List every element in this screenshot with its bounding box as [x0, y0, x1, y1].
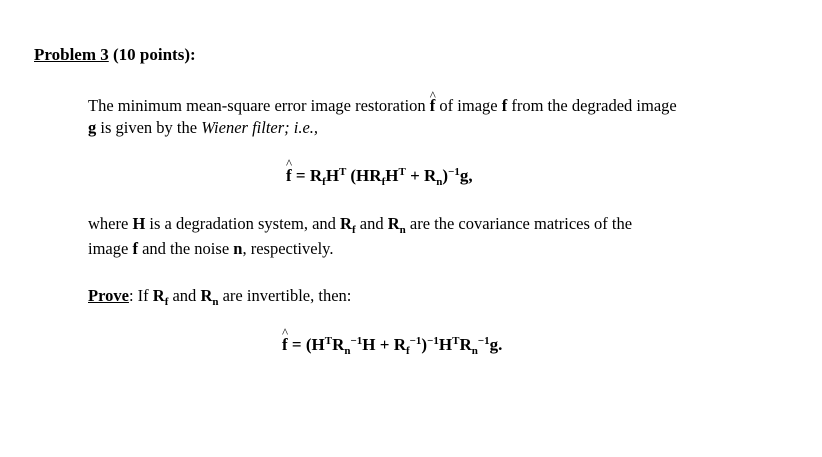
prove-rest: are invertible, then:: [222, 286, 352, 305]
eq1-plus-r: + R: [405, 166, 437, 185]
eq2-h2-sup: T: [452, 335, 460, 347]
eq1-r: R: [309, 166, 323, 185]
eq2-r3-sub: n: [471, 345, 478, 357]
intro-text-3: from the degraded image: [511, 96, 677, 115]
g-symbol: g: [88, 118, 97, 137]
eq1-r2-sub: f: [381, 176, 386, 188]
eq1-r-sub: f: [322, 176, 326, 188]
n-symbol: n: [233, 239, 243, 258]
where-text-7: , respectively.: [242, 239, 334, 258]
eq2-inverse: −1: [427, 335, 439, 347]
eq2-h-plus-r: H + R: [362, 335, 406, 354]
eq2-r2-sub: f: [405, 345, 410, 357]
eq1-h2-sup: T: [398, 166, 406, 178]
eq2-g: g.: [489, 335, 503, 354]
rf-sub: f: [351, 224, 356, 236]
eq1-rn-sub: n: [436, 176, 443, 188]
wiener-filter-term: Wiener filter: [201, 118, 285, 137]
where-line-1: [88, 213, 632, 235]
where-text-5: image: [88, 239, 129, 258]
intro-line-1: [88, 95, 677, 117]
eq1-lhs: ^ f: [286, 166, 292, 186]
intro-text-1: The minimum mean-square error image restoration: [88, 96, 426, 115]
eq2-h-sup: T: [324, 335, 333, 347]
where-text-3: and: [359, 214, 384, 233]
eq2-r1-sup: −1: [350, 335, 363, 347]
where-text-6: and the noise: [142, 239, 230, 258]
eq2-r1-sub: n: [344, 345, 351, 357]
prove-colon: : If: [128, 286, 149, 305]
equation-wiener-filter: [286, 166, 473, 186]
eq2-paren-close: ): [421, 335, 428, 354]
prove-line: [88, 285, 351, 307]
prove-rn-sub: n: [212, 296, 219, 308]
prove-rn: R: [200, 286, 213, 305]
problem-title: [34, 45, 196, 65]
h-symbol: H: [132, 214, 146, 233]
prove-and: and: [172, 286, 197, 305]
eq2-h2: H: [438, 335, 453, 354]
intro-line-2: [88, 117, 318, 139]
eq1-inverse: −1: [448, 166, 460, 178]
where-text-1: where: [88, 214, 129, 233]
where-text-2: is a degradation system, and: [149, 214, 336, 233]
f-symbol-2: f: [132, 239, 138, 258]
intro-text-2: of image: [439, 96, 498, 115]
eq1-h2: H: [385, 166, 399, 185]
eq1-paren-close: ): [442, 166, 449, 185]
intro-text-4: is given by the: [100, 118, 198, 137]
where-text-4: are the covariance matrices of the: [409, 214, 633, 233]
f-hat-symbol: ^ f: [430, 95, 436, 117]
rn-symbol: R: [387, 214, 400, 233]
eq2-r1: R: [332, 335, 345, 354]
prove-label: Prove: [88, 286, 129, 305]
rn-sub: n: [399, 224, 406, 236]
where-line-2: [88, 238, 333, 260]
eq2-lhs: ^ f: [282, 335, 288, 355]
eq1-equals: =: [295, 166, 306, 185]
problem-label: Problem 3: [34, 45, 109, 64]
rf-symbol: R: [340, 214, 352, 233]
eq1-g: g,: [459, 166, 473, 185]
equation-prove: [282, 335, 502, 355]
intro-text-5: ; i.e.,: [284, 118, 319, 137]
prove-rf: R: [152, 286, 165, 305]
prove-rf-sub: f: [164, 296, 169, 308]
f-symbol: f: [501, 96, 508, 115]
eq1-h-sup: T: [339, 166, 347, 178]
eq2-r2-sup: −1: [409, 335, 422, 347]
eq1-paren-open: (HR: [350, 166, 382, 185]
eq2-r3-sup: −1: [477, 335, 490, 347]
eq2-r3: R: [459, 335, 472, 354]
eq1-h: H: [325, 166, 340, 185]
eq2-equals-h: = (H: [291, 335, 325, 354]
problem-points: (10 points):: [113, 45, 196, 64]
